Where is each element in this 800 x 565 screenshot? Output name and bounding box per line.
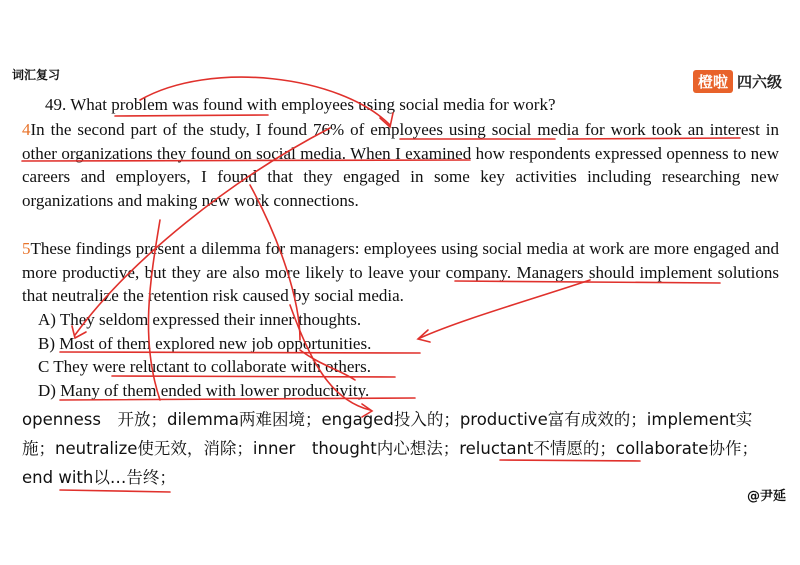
paragraph-4 xyxy=(22,118,779,212)
brand-logo-mark: 橙啦 xyxy=(693,70,733,93)
paragraph-5 xyxy=(22,237,779,308)
paragraph-text: In the second part of the study, I found 76% of employees using social media for work took an interest in other organizations they found on social media. When I examined how respondents expressed openness to new careers and employers, I found that they engaged in some key activities including researching new organizations and making new work connections. xyxy=(22,120,779,210)
paragraph-text: These findings present a dilemma for managers: employees using social media at work are more engaged and more productive, but they are also more likely to leave your company. Managers should implement solutions that neutralize the retention risk caused by social media. xyxy=(22,239,779,305)
vocabulary-glossary: openness 开放；dilemma两难困境；engaged投入的；productive富有成效的；implement实施；neutralize使无效，消除；inner thought内心想法；reluctant不情愿的；collaborate协作；end with以…告终； xyxy=(22,410,758,487)
paragraph-number: 5 xyxy=(22,239,31,258)
arrow-head-b xyxy=(418,330,430,342)
question-text: 49. What problem was found with employees using social media for work? xyxy=(45,95,556,114)
option-c: C They were reluctant to collaborate with others. xyxy=(38,357,371,376)
brand-subtitle: 四六级 xyxy=(736,73,782,91)
option-b: B) Most of them explored new job opportunities. xyxy=(38,334,372,353)
section-tag: 词汇复习 xyxy=(12,68,61,82)
paragraph-number: 4 xyxy=(22,120,31,139)
option-a: A) They seldom expressed their inner thoughts. xyxy=(38,310,362,329)
underline-question xyxy=(115,115,268,116)
brand-logo xyxy=(693,70,782,93)
option-d: D) Many of them ended with lower productivity. xyxy=(38,381,370,400)
author-credit: @尹延 xyxy=(746,489,786,504)
